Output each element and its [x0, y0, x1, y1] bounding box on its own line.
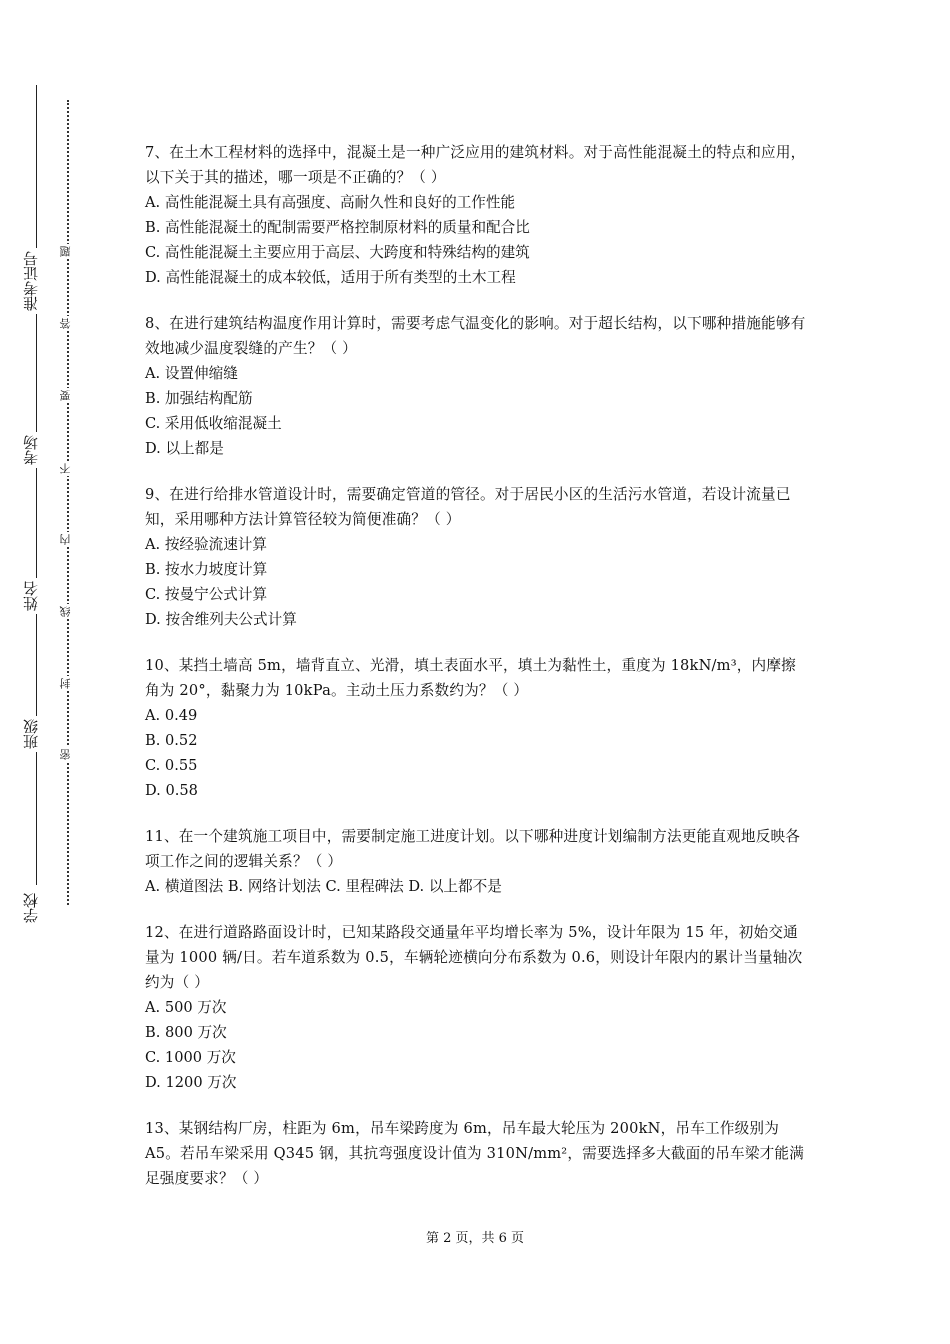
seal-char: 答	[60, 316, 76, 331]
field-exam-room-label: 考场	[24, 432, 48, 468]
option-d: D. 高性能混凝土的成本较低，适用于所有类型的土木工程	[145, 269, 516, 286]
question-8	[145, 311, 810, 461]
seal-char: 要	[60, 388, 76, 403]
binding-solid-line	[36, 85, 37, 885]
binding-dotted-line	[67, 100, 69, 905]
option-d: D. 1200 万次	[145, 1074, 237, 1091]
option-c: C. 采用低收缩混凝土	[145, 415, 282, 432]
option-b: B. 0.52	[145, 732, 198, 749]
seal-char: 不	[60, 461, 76, 476]
option-d: D. 以上都是	[145, 440, 224, 457]
question-text: 11、在一个建筑施工项目中，需要制定施工进度计划。以下哪种进度计划编制方法更能直观地反映各项工作之间的逻辑关系？（ ）	[145, 828, 801, 870]
option-b: B. 按水力坡度计算	[145, 561, 268, 578]
option-c: C. 高性能混凝土主要应用于高层、大跨度和特殊结构的建筑	[145, 244, 530, 261]
question-text: 13、某钢结构厂房，柱距为 6m，吊车梁跨度为 6m，吊车最大轮压为 200kN，吊车工作级别为 A5。若吊车梁采用 Q345 钢，其抗弯强度设计值为 310N/mm²，需要选择多大截面的吊车梁才能满足强度要求？（ ）	[145, 1120, 805, 1187]
question-13	[145, 1116, 810, 1191]
option-d: D. 按舍维列夫公式计算	[145, 611, 297, 628]
question-list	[145, 140, 810, 1212]
option-c: C. 按曼宁公式计算	[145, 586, 268, 603]
question-text: 9、在进行给排水管道设计时，需要确定管道的管径。对于居民小区的生活污水管道，若设计流量已知，采用哪种方法计算管径较为简便准确？（ ）	[145, 486, 791, 528]
field-school-label: 学校	[24, 890, 48, 926]
option-a: A. 按经验流速计算	[145, 536, 267, 553]
option-a: A. 0.49	[145, 707, 198, 724]
option-b: B. 加强结构配筋	[145, 390, 253, 407]
seal-char: 封	[60, 676, 76, 691]
binding-margin	[0, 0, 100, 1344]
question-text: 8、在进行建筑结构温度作用计算时，需要考虑气温变化的影响。对于超长结构，以下哪种措施能够有效地减少温度裂缝的产生？（ ）	[145, 315, 806, 357]
option-b: B. 高性能混凝土的配制需要严格控制原材料的质量和配合比	[145, 219, 530, 236]
question-11	[145, 824, 810, 899]
question-7	[145, 140, 810, 290]
field-exam-number-label: 准考证号	[24, 248, 48, 314]
option-d: D. 0.58	[145, 782, 198, 799]
seal-char: 线	[60, 604, 76, 619]
question-9	[145, 482, 810, 632]
seal-char: 密	[60, 747, 76, 762]
question-text: 12、在进行道路路面设计时，已知某路段交通量年平均增长率为 5%，设计年限为 15 年，初始交通量为 1000 辆/日。若车道系数为 0.5，车辆轮迹横向分布系数为 0.6，则设计年限内的累计当量轴次约为（ ）	[145, 924, 803, 991]
question-12	[145, 920, 810, 1095]
field-name-label: 姓名	[24, 578, 48, 614]
page-footer: 第 2 页，共 6 页	[425, 1231, 525, 1246]
option-b: B. 800 万次	[145, 1024, 227, 1041]
inline-options: A. 横道图法 B. 网络计划法 C. 里程碑法 D. 以上都不是	[145, 878, 502, 895]
question-text: 10、某挡土墙高 5m，墙背直立、光滑，填土表面水平，填土为黏性土，重度为 18kN/m³，内摩擦角为 20°，黏聚力为 10kPa。主动土压力系数约为？（ ）	[145, 657, 796, 699]
question-10	[145, 653, 810, 803]
option-a: A. 高性能混凝土具有高强度、高耐久性和良好的工作性能	[145, 194, 516, 211]
question-text: 7、在土木工程材料的选择中，混凝土是一种广泛应用的建筑材料。对于高性能混凝土的特点和应用，以下关于其的描述，哪一项是不正确的？（ ）	[145, 144, 806, 186]
option-a: A. 500 万次	[145, 999, 227, 1016]
seal-char: 题	[60, 244, 76, 259]
option-c: C. 1000 万次	[145, 1049, 236, 1066]
field-class-label: 班级	[24, 716, 48, 752]
seal-char: 内	[60, 532, 76, 547]
option-a: A. 设置伸缩缝	[145, 365, 238, 382]
option-c: C. 0.55	[145, 757, 198, 774]
